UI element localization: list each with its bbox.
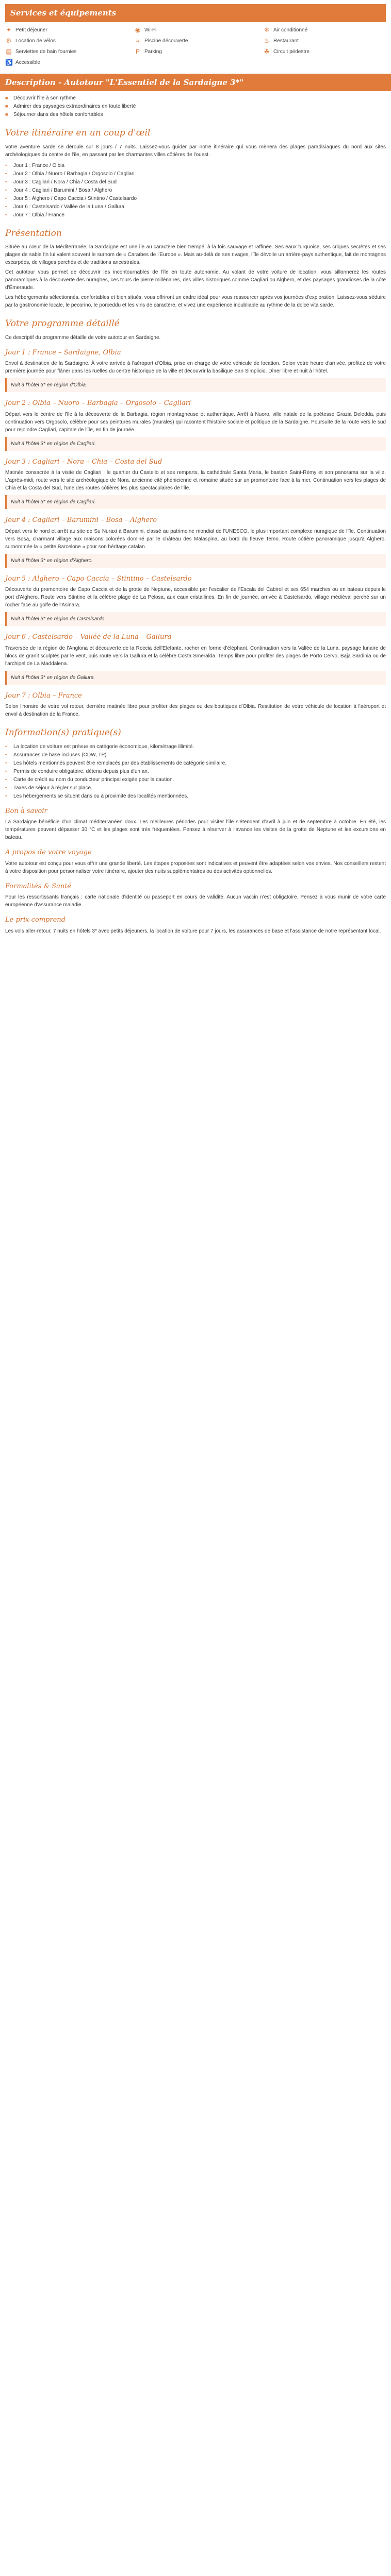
day-note: Nuit à l'hôtel 3* en région de Cagliari. <box>5 437 386 451</box>
presentation-section <box>0 227 391 310</box>
pool-icon: ≈ <box>136 37 140 44</box>
service-item: ▤ Serviettes de bain fournies <box>6 48 77 55</box>
bullet-icon: • <box>5 743 7 749</box>
day-note: Nuit à l'hôtel 3* en région d'Alghero. <box>5 554 386 568</box>
day-note: Nuit à l'hôtel 3* en région de Castelsardo. <box>5 612 386 626</box>
list-item: • Jour 1 : France / Olbia <box>5 162 64 168</box>
info-section <box>0 726 391 935</box>
list-item: • Jour 7 : Olbia / France <box>5 212 64 218</box>
day-block <box>0 632 391 685</box>
formalities-text: Pour les ressortissants français : carte nationale d'identité ou passeport en cours de validité. Aucun vaccin n'est obligatoire. Pensez à vous munir de votre carte européenne d'assurance maladie. <box>5 894 386 908</box>
day-block <box>0 574 391 626</box>
list-item: • Jour 3 : Cagliari / Nora / Chia / Costa del Sud <box>5 179 117 185</box>
day-text: Matinée consacrée à la visite de Cagliari : le quartier du Castello et ses remparts, la cathédrale Santa Maria, le bastion Saint-Rémy et son panorama sur la ville. L'après-midi, route vers le site archéologique de Nora, ancienne cité phénicienne et romaine située sur un promontoire face à la mer. Continuation vers les plages de Chia et la Costa del Sud, l'une des routes côtières les plus spectaculaires de l'île. <box>5 470 386 491</box>
day-block <box>0 691 391 719</box>
programme-heading: Votre programme détaillé <box>5 318 120 329</box>
bullet-icon: • <box>5 785 7 790</box>
price-title: Le prix comprend <box>5 916 66 924</box>
day-title: Jour 5 : Alghero – Capo Caccia – Stintino – Castelsardo <box>5 574 192 583</box>
formalities-title: Formalités & Santé <box>5 882 72 890</box>
bullet-icon: • <box>5 212 7 217</box>
parking-icon: P <box>135 48 140 55</box>
list-item: • Carte de crédit au nom du conducteur principal exigée pour la caution. <box>5 776 174 783</box>
day-text: Envol à destination de la Sardaigne. À votre arrivée à l'aéroport d'Olbia, prise en charge de votre véhicule de location. Selon votre heure d'arrivée, profitez de votre première journée pour flâner dans les ruelles du centre historique de la ville et découvrir la basilique San Simplicio. Dîner libre et nuit à l'hôtel. <box>5 361 386 374</box>
day-block <box>0 398 391 451</box>
route-list <box>5 162 386 219</box>
day-block <box>0 348 391 393</box>
service-item: ⚙ Location de vélos <box>6 37 56 44</box>
cutlery-icon: ✦ <box>6 26 12 33</box>
services-section <box>0 0 391 69</box>
list-item: • Jour 6 : Castelsardo / Vallée de la Luna / Gallura <box>5 204 124 210</box>
stay-title: À propos de votre voyage <box>5 849 92 856</box>
description-section <box>0 74 391 219</box>
info-heading: Information(s) pratique(s) <box>5 727 121 738</box>
list-item: • Assurances de base incluses (CDW, TP). <box>5 752 108 758</box>
towel-icon: ▤ <box>6 48 12 55</box>
day-text: Départ vers le nord et arrêt au site de Su Nuraxi à Barumini, classé au patrimoine mondial de l'UNESCO, le plus important complexe nuragique de l'île. Continuation vers Bosa, charmant village aux maisons colorées dominé par le château des Malaspina, au bord du fleuve Temo. Route côtière panoramique jusqu'à Alghero, surnommée la « petite Barcelone » pour son héritage catalan. <box>5 528 386 550</box>
list-item: • Permis de conduire obligatoire, détenu depuis plus d'un an. <box>5 768 149 774</box>
bullet-icon: • <box>5 776 7 782</box>
list-item: • Jour 4 : Cagliari / Barumini / Bosa / Alghero <box>5 187 112 193</box>
day-text: Selon l'horaire de votre vol retour, dernière matinée libre pour profiter des plages ou des boutiques d'Olbia. Restitution de votre véhicule de location à l'aéroport et envol à destination de la France. <box>5 704 386 717</box>
day-text: Découverte du promontoire de Capo Caccia et de la grotte de Neptune, accessible par l'escalier de l'Escala del Cabirol et ses 654 marches ou en bateau depuis le port d'Alghero. Route vers Stintino et la célèbre plage de La Pelosa, aux eaux cristallines. En fin de journée, arrivée à Castelsardo, village médiéval perché sur un rocher face au golfe de l'Asinara. <box>5 587 386 608</box>
list-item: ■ Découvrir l'île à son rythme <box>5 95 76 101</box>
day-title: Jour 2 : Olbia – Nuoro – Barbagia – Orgosolo – Cagliari <box>5 399 191 407</box>
check-icon: ■ <box>5 112 8 117</box>
day-title: Jour 6 : Castelsardo – Vallée de la Luna – Gallura <box>5 633 172 641</box>
presentation-heading: Présentation <box>5 228 62 239</box>
day-text: Départ vers le centre de l'île à la découverte de la Barbagia, région montagneuse et authentique. Arrêt à Nuoro, ville natale de la poétesse Grazia Deledda, puis continuation vers Orgosolo, célèbre pour ses peintures murales (murales) qui racontent l'histoire sociale et politique de la Sardaigne. Poursuite de la route vers le sud pour rejoindre Cagliari, capitale de l'île, en fin de journée. <box>5 411 386 433</box>
day-note: Nuit à l'hôtel 3* en région de Cagliari. <box>5 495 386 509</box>
list-item: ■ Admirer des paysages extraordinaires en toute liberté <box>5 104 136 109</box>
description-heading: Description - Autotour "L'Essentiel de la Sardaigne 3*" <box>0 74 391 92</box>
service-item: ♨ Restaurant <box>264 37 299 44</box>
price-text: Les vols aller-retour, 7 nuits en hôtels 3* avec petits déjeuners, la location de voiture pour 7 jours, les assurances de base et l'assistance de notre représentant local. <box>5 928 381 934</box>
wifi-icon: ◉ <box>135 26 141 33</box>
bullet-icon: • <box>5 187 7 193</box>
service-item: ≈ Piscine découverte <box>134 37 263 45</box>
programme-section <box>0 317 391 718</box>
bullet-icon: • <box>5 204 7 209</box>
list-item: • Les hébergements se situent dans ou à proximité des localités mentionnées. <box>5 793 189 799</box>
list-item: • Jour 2 : Olbia / Nuoro / Barbagia / Orgosolo / Cagliari <box>5 171 135 177</box>
bullet-icon: • <box>5 171 7 176</box>
day-note: Nuit à l'hôtel 3* en région d'Olbia. <box>5 378 386 392</box>
services-heading: Services et équipements <box>5 4 386 22</box>
day-title: Jour 1 : France – Sardaigne, Olbia <box>5 348 121 357</box>
presentation-paragraph: Située au cœur de la Méditerranée, la Sardaigne est une île au caractère bien trempé, à la fois sauvage et raffinée. Ses eaux turquoise, ses criques secrètes et ses plages de sable fin lui valent souvent le surnom de « Caraïbes de l'Europe ». Mais au-delà de ses rivages, l'île dévoile un arrière-pays authentique, fait de montagnes escarpées, de villages perchés et de traditions ancestrales. <box>5 244 386 265</box>
page <box>0 0 391 937</box>
presentation-paragraph: Les hébergements sélectionnés, confortables et bien situés, vous offriront un cadre idéal pour vous ressourcer après vos journées d'exploration. Laissez-vous séduire par la gastronomie locale, le pecorino, le porceddu et les vins de caractère, et vivez une expérience inoubliable au rythme de la dolce vita sarde. <box>5 295 386 308</box>
presentation-paragraph: Cet autotour vous permet de découvrir les incontournables de l'île en toute autonomie. Au volant de votre voiture de location, vous sillonnerez les routes panoramiques à la découverte des nuraghes, ces tours de pierre millénaires, des villes historiques comme Cagliari ou Alghero, et des paysages grandioses de la côte d'Émeraude. <box>5 269 386 291</box>
bullet-icon: • <box>5 179 7 184</box>
bullet-icon: • <box>5 162 7 168</box>
bullet-icon: • <box>5 195 7 201</box>
bullet-icon: • <box>5 752 7 757</box>
stay-text: Votre autotour est conçu pour vous offrir une grande liberté. Les étapes proposées sont indicatives et peuvent être adaptées selon vos envies. Nos conseillers restent à votre disposition pour personnaliser votre itinéraire, ajouter des nuits supplémentaires ou des activités optionnelles. <box>5 860 386 874</box>
description-bullets <box>5 94 386 118</box>
bike-icon: ⚙ <box>6 37 12 44</box>
walk-icon: ☘ <box>264 48 270 55</box>
restaurant-icon: ♨ <box>264 37 270 44</box>
day-text: Traversée de la région de l'Anglona et découverte de la Roccia dell'Elefante, rocher en forme d'éléphant. Continuation vers la Vallée de la Luna, paysage lunaire de blocs de granit sculptés par le vent, puis route vers la Gallura et la célèbre Costa Smeralda. Temps libre pour profiter des plages de Porto Cervo, Baja Sardinia ou de l'archipel de La Maddalena. <box>5 645 386 667</box>
services-grid <box>5 26 386 66</box>
good-to-know-title: Bon à savoir <box>5 807 47 815</box>
day-note: Nuit à l'hôtel 3* en région de Gallura. <box>5 671 386 685</box>
check-icon: ■ <box>5 95 8 100</box>
bullet-icon: • <box>5 768 7 774</box>
service-item: ❄ Air conditionné <box>264 26 308 33</box>
info-list <box>5 743 386 800</box>
list-item: • Taxes de séjour à régler sur place. <box>5 785 92 791</box>
list-item: ■ Séjourner dans des hôtels confortables <box>5 112 103 117</box>
good-to-know-text: La Sardaigne bénéficie d'un climat méditerranéen doux. Les meilleures périodes pour visiter l'île s'étendent d'avril à juin et de septembre à octobre. En été, les températures peuvent dépasser 30 °C et les plages sont très fréquentées. Pensez à réserver à l'avance les visites de la grotte de Neptune et les excursions en bateau. <box>5 819 386 840</box>
programme-intro: Ce descriptif du programme détaille de votre autotour en Sardaigne. <box>5 334 161 341</box>
service-item: ♿ Accessible <box>5 59 40 66</box>
list-item: • La location de voiture est prévue en catégorie économique, kilométrage illimité. <box>5 743 194 750</box>
day-title: Jour 4 : Cagliari – Barumini – Bosa – Alghero <box>5 516 157 524</box>
aircon-icon: ❄ <box>264 26 270 33</box>
day-block <box>0 515 391 568</box>
day-block <box>0 457 391 510</box>
check-icon: ■ <box>5 104 8 109</box>
bullet-icon: • <box>5 760 7 766</box>
list-item: • Les hôtels mentionnés peuvent être remplacés par des établissements de catégorie similaire. <box>5 760 226 766</box>
intro-text: Votre aventure sarde se déroule sur 8 jours / 7 nuits. Laissez-vous guider par notre itinéraire qui vous mènera des plages paradisiaques du nord aux sites archéologiques du centre de l'île, en passant par les charmantes villes côtières de l'ouest. <box>5 144 386 158</box>
day-title: Jour 7 : Olbia – France <box>5 691 82 700</box>
service-item: ☘ Circuit pédestre <box>264 48 310 55</box>
service-item: P Parking <box>134 48 263 56</box>
service-item: ✦ Petit déjeuner <box>6 26 47 33</box>
day-title: Jour 3 : Cagliari – Nora – Chia – Costa del Sud <box>5 457 162 466</box>
list-item: • Jour 5 : Alghero / Capo Caccia / Stintino / Castelsardo <box>5 195 137 201</box>
bullet-icon: • <box>5 793 7 799</box>
intro-title: Votre itinéraire en un coup d'œil <box>5 128 151 138</box>
service-item: ◉ Wi-Fi <box>135 26 157 33</box>
accessible-icon: ♿ <box>5 59 13 66</box>
